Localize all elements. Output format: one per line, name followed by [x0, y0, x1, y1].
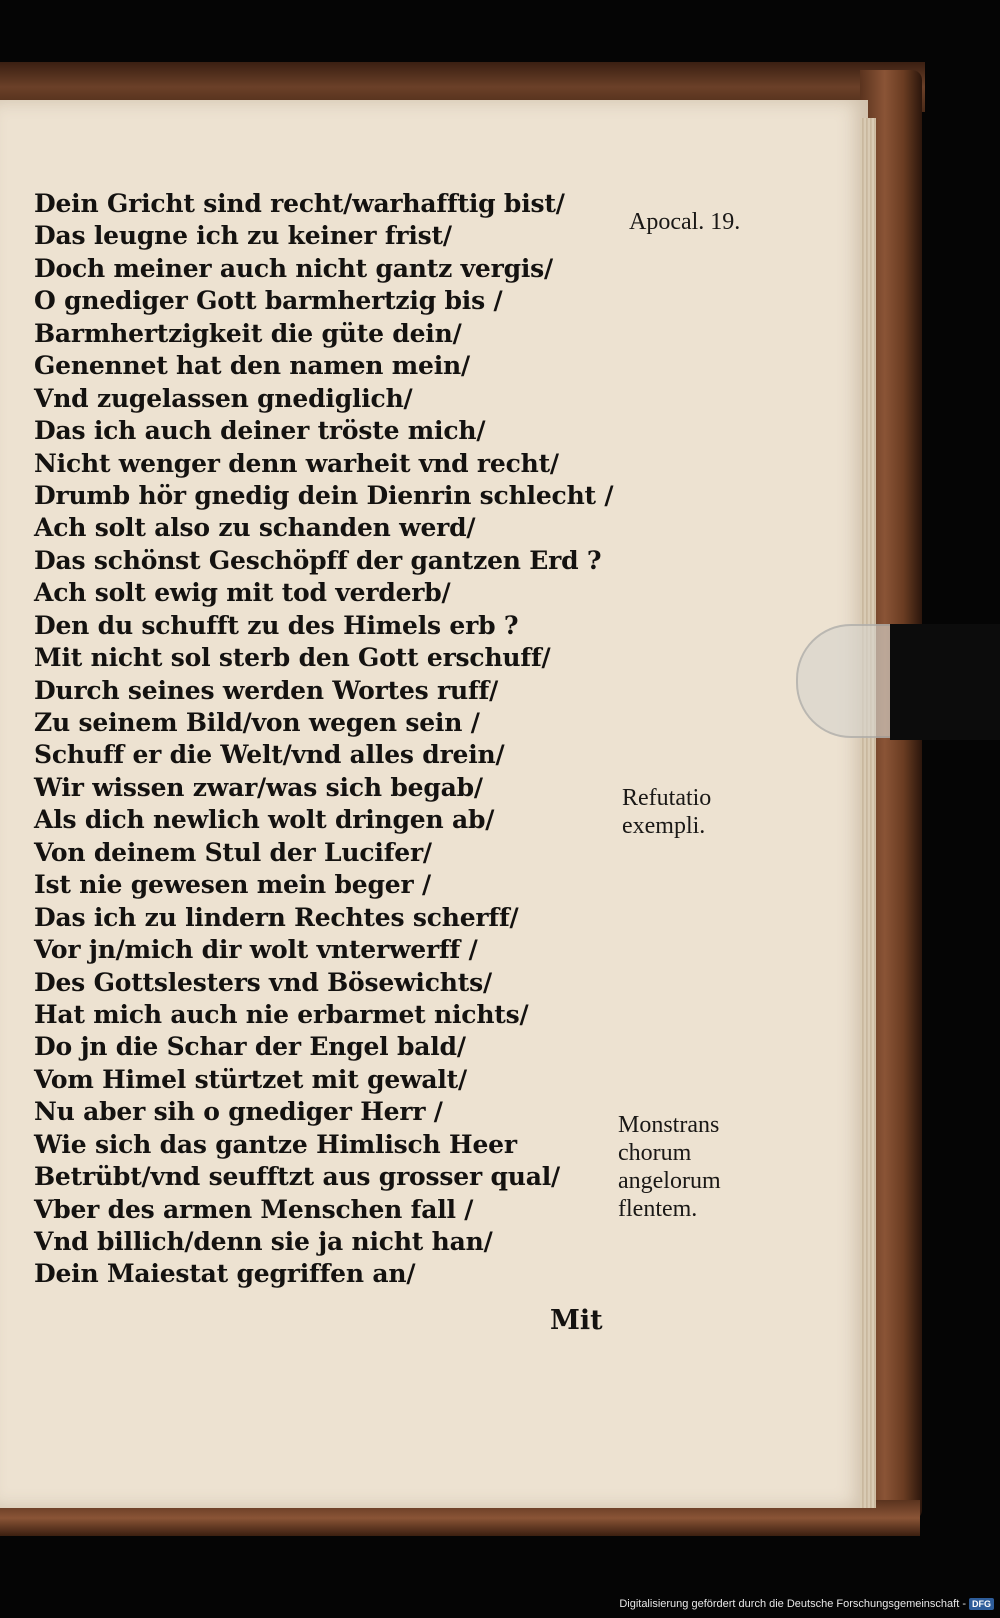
verse-line: Hat mich auch nie erbarmet nichts/ [34, 999, 529, 1029]
verse-line: Das leugne ich zu keiner frist/ [34, 221, 452, 251]
footer [619, 1598, 994, 1610]
verse-line: Von deinem Stul der Lucifer/ [34, 837, 432, 867]
verse-line: Schuff er die Welt/vnd alles drein/ [34, 740, 505, 770]
clip-band [890, 624, 1000, 740]
margin-note-apocal [629, 208, 829, 236]
verse-line: Nicht wenger denn warheit vnd recht/ [34, 448, 559, 478]
verse-line: Ach solt ewig mit tod verderb/ [34, 578, 451, 608]
dfg-logo: DFG [969, 1598, 994, 1610]
verse-line: Dein Gricht sind recht/warhafftig bist/ [34, 189, 565, 218]
verse-line: Durch seines werden Wortes ruff/ [34, 675, 499, 705]
margin-note-refutatio [622, 784, 822, 840]
margin-note-line: Refutatio [622, 785, 712, 811]
margin-note-line: Monstrans [618, 1112, 720, 1138]
verse-line: Vnd zugelassen gnediglich/ [34, 383, 413, 413]
verse-line: Das ich zu lindern Rechtes scherff/ [34, 902, 519, 932]
verse-line: Genennet hat den namen mein/ [34, 351, 470, 381]
footer-text: Digitalisierung gefördert durch die Deutsche Forschungsgemeinschaft - [619, 1598, 966, 1610]
margin-note-line: flentem. [618, 1196, 698, 1222]
verse-line: Vor jn/mich dir wolt vnterwerff / [34, 935, 478, 965]
verse-line: Vom Himel stürtzet mit gewalt/ [34, 1064, 467, 1094]
verse-line: Zu seinem Bild/von wegen sein / [34, 708, 480, 737]
verse-line: Barmhertzigkeit die güte dein/ [34, 318, 462, 348]
verse-line: Das ich auch deiner tröste mich/ [34, 416, 486, 446]
verse-line: O gnediger Gott barmhertzig bis / [34, 286, 503, 316]
verse-line: Ach solt also zu schanden werd/ [34, 513, 476, 543]
margin-note-monstrans [618, 1111, 818, 1223]
verse-list [34, 188, 614, 1291]
verse-line: Wir wissen zwar/was sich begab/ [34, 772, 483, 802]
verse-line: Wie sich das gantze Himlisch Heer [34, 1129, 517, 1159]
margin-note-line: angelorum [618, 1168, 721, 1194]
verse-line: Dein Maiestat gegriffen an/ [34, 1259, 416, 1289]
verse-line: Mit nicht sol sterb den Gott erschuff/ [34, 643, 551, 673]
verse-line: Ist nie gewesen mein beger / [34, 870, 431, 900]
verse-line: Als dich newlich wolt dringen ab/ [34, 805, 495, 835]
catchword: Mit [550, 1305, 603, 1336]
margin-note-line: chorum [618, 1140, 692, 1166]
verse-line: Betrübt/vnd seufftzt aus grosser qual/ [34, 1162, 560, 1192]
verse-line: Vber des armen Menschen fall / [34, 1194, 474, 1224]
verse-line: Das schönst Geschöpff der gantzen Erd ? [34, 545, 602, 575]
verse-line: Den du schufft zu des Himels erb ? [34, 610, 519, 640]
verse-line: Doch meiner auch nicht gantz vergis/ [34, 253, 553, 283]
page-edges [860, 118, 876, 1508]
margin-note-line: exempli. [622, 813, 706, 839]
verse-line: Do jn die Schar der Engel bald/ [34, 1032, 466, 1062]
verse-line: Des Gottslesters vnd Bösewichts/ [34, 967, 492, 997]
verse-line: Vnd billich/denn sie ja nicht han/ [34, 1227, 493, 1256]
margin-note-line: Apocal. 19. [629, 209, 741, 235]
verse-line: Nu aber sih o gnediger Herr / [34, 1097, 443, 1127]
verse-line: Drumb hör gnedig dein Dienrin schlecht / [34, 480, 614, 510]
